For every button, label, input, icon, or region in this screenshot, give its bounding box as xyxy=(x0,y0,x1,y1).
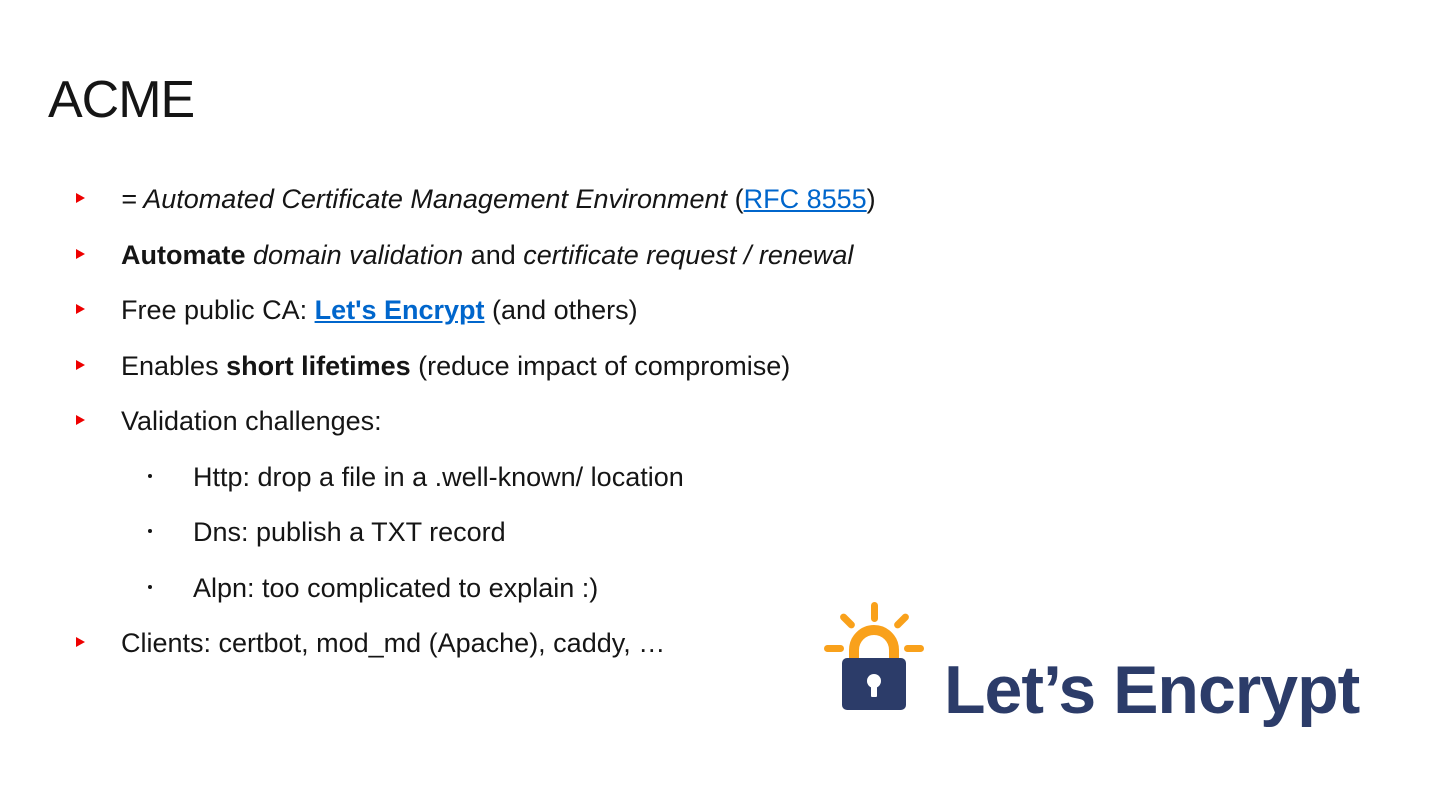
certificate-renewal-text: certificate request / renewal xyxy=(523,240,854,270)
triangle-bullet-icon xyxy=(76,360,85,370)
automate-emphasis: Automate xyxy=(121,240,246,270)
triangle-bullet-icon xyxy=(76,249,85,259)
sun-ray-icon xyxy=(839,612,857,630)
lets-encrypt-link[interactable]: Let's Encrypt xyxy=(314,295,485,325)
rfc-8555-link[interactable]: RFC 8555 xyxy=(743,184,867,214)
slide-title: ACME xyxy=(48,71,195,129)
paren-close: ) xyxy=(866,184,876,214)
triangle-bullet-icon xyxy=(76,304,85,314)
bullet-text: Validation challenges: xyxy=(121,406,382,436)
dot-bullet-icon xyxy=(148,474,152,478)
and-others-text: (and others) xyxy=(484,295,638,325)
bullet-text xyxy=(121,349,790,383)
lock-sun-icon xyxy=(820,598,930,718)
lets-encrypt-logo xyxy=(820,598,1380,738)
triangle-bullet-icon xyxy=(76,415,85,425)
sun-ray-icon xyxy=(871,602,878,622)
dot-bullet-icon xyxy=(148,529,152,533)
sun-ray-icon xyxy=(893,612,911,630)
lets-encrypt-wordmark: Let’s Encrypt xyxy=(944,652,1360,728)
enables-text: Enables xyxy=(121,351,227,381)
short-lifetimes-emphasis: short lifetimes xyxy=(226,351,411,381)
domain-validation-text: domain validation xyxy=(253,240,464,270)
sub-bullet-text: Alpn: too complicated to explain :) xyxy=(193,573,599,603)
bullet-text: Clients: certbot, mod_md (Apache), caddy, … xyxy=(121,628,666,658)
sun-ray-icon xyxy=(824,645,844,652)
space xyxy=(246,240,254,270)
and-text: and xyxy=(463,240,524,270)
dot-bullet-icon xyxy=(148,585,152,589)
lock-shackle-icon xyxy=(854,630,894,660)
triangle-bullet-icon xyxy=(76,637,85,647)
sub-bullet-text: Http: drop a file in a .well-known/ location xyxy=(193,462,684,492)
sub-bullet-text: Dns: publish a TXT record xyxy=(193,517,506,547)
paren-open: ( xyxy=(727,184,744,214)
sun-ray-icon xyxy=(904,645,924,652)
bullet-text xyxy=(121,293,638,327)
reduce-impact-text: (reduce impact of compromise) xyxy=(410,351,791,381)
acme-definition: = Automated Certificate Management Environment xyxy=(121,184,728,214)
free-ca-text: Free public CA: xyxy=(121,295,315,325)
triangle-bullet-icon xyxy=(76,193,85,203)
bullet-text xyxy=(121,182,876,216)
bullet-text xyxy=(121,238,853,272)
